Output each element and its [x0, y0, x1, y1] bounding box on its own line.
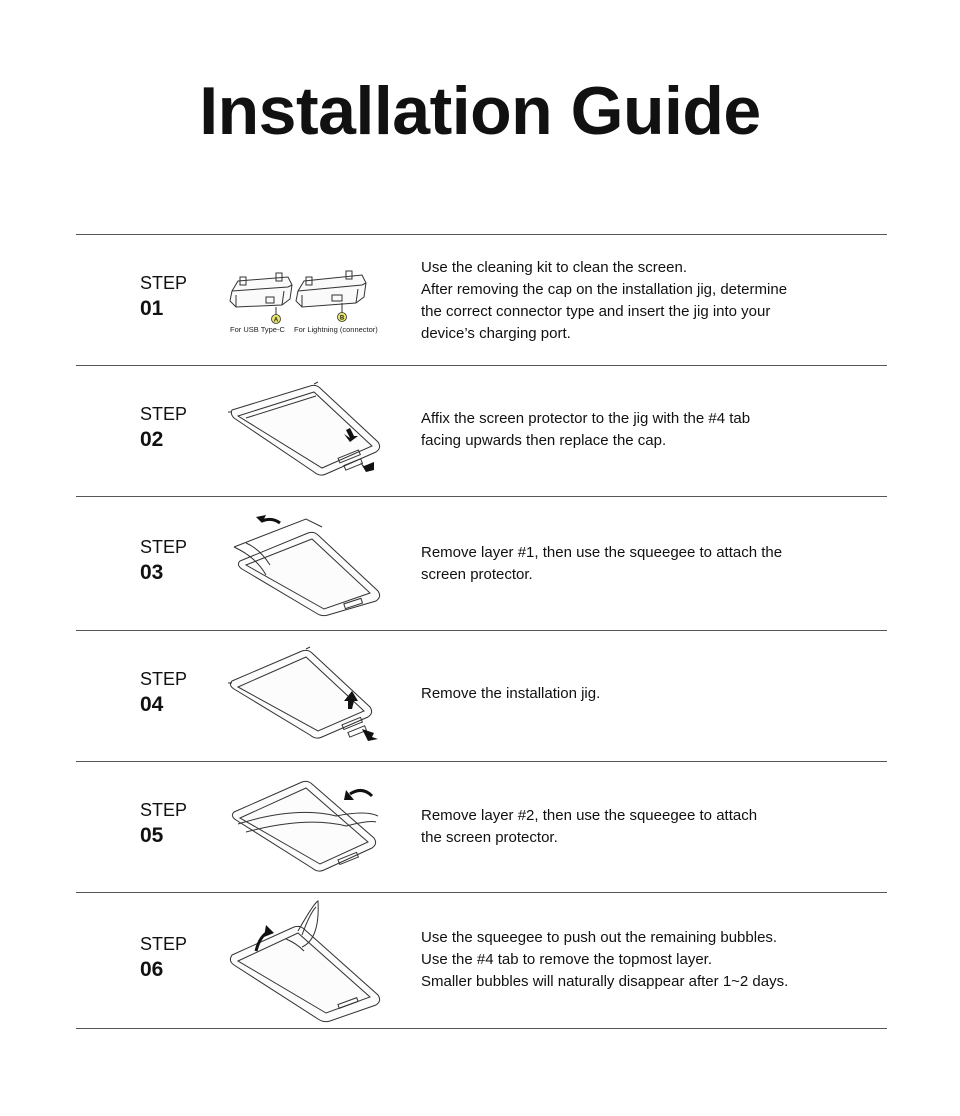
- step-number: 05: [140, 824, 164, 847]
- step-label: [140, 669, 220, 718]
- step-number: 02: [140, 428, 164, 451]
- description-line: facing upwards then replace the cap.: [421, 432, 667, 449]
- step-word: STEP: [140, 273, 188, 293]
- step-label: [140, 800, 220, 849]
- description-line: After removing the cap on the installation jig, determine: [421, 281, 788, 298]
- peel-layer-icon: [226, 776, 396, 880]
- description-line: Use the #4 tab to remove the topmost layer.: [421, 951, 712, 968]
- remove-jig-icon: [226, 647, 396, 747]
- description-line: device’s charging port.: [421, 325, 571, 342]
- step-word: STEP: [140, 934, 188, 954]
- caption-usb-type-c: For USB Type-C: [230, 325, 285, 334]
- badge-b: [338, 313, 347, 322]
- step-06: [76, 892, 887, 1029]
- description-line: Use the squeegee to push out the remaining bubbles.: [421, 929, 778, 946]
- step-word: STEP: [140, 669, 188, 689]
- description-line: Remove the installation jig.: [421, 685, 601, 702]
- steps-list: [76, 234, 887, 1029]
- caption-lightning: For Lightning (connector): [294, 325, 378, 334]
- step-01: [76, 234, 887, 365]
- description-line: Remove layer #1, then use the squeegee to attach the: [421, 544, 783, 561]
- step-description: [421, 683, 861, 705]
- step-04: [76, 630, 887, 761]
- step-number: 03: [140, 561, 164, 584]
- step-02: [76, 365, 887, 496]
- description-line: Remove layer #2, then use the squeegee to attach: [421, 807, 758, 824]
- step-word: STEP: [140, 404, 188, 424]
- step-05: [76, 761, 887, 892]
- jig-connector-icon: [226, 263, 396, 338]
- step-label: [140, 934, 220, 983]
- peel-top-layer-icon: [226, 899, 396, 1025]
- description-line: Use the cleaning kit to clean the screen.: [421, 259, 687, 276]
- step-word: STEP: [140, 537, 188, 557]
- page-title: Installation Guide: [199, 73, 761, 149]
- step-description: [421, 542, 861, 586]
- tablet-jig-icon: [226, 382, 396, 482]
- step-label: [140, 404, 220, 453]
- step-word: STEP: [140, 800, 188, 820]
- badge-a-label: A: [273, 317, 279, 324]
- step-label: [140, 537, 220, 586]
- description-line: the correct connector type and insert the jig into your: [421, 303, 771, 320]
- step-03: [76, 496, 887, 630]
- step-number: 01: [140, 297, 164, 320]
- step-description: [421, 257, 861, 345]
- description-line: Smaller bubbles will naturally disappear after 1~2 days.: [421, 973, 789, 990]
- badge-b-label: B: [339, 315, 345, 322]
- step-number: 04: [140, 693, 164, 716]
- description-line: the screen protector.: [421, 829, 558, 846]
- step-description: [421, 805, 861, 849]
- peel-layer-icon: [226, 513, 396, 617]
- step-number: 06: [140, 958, 164, 981]
- step-label: [140, 273, 220, 322]
- step-description: [421, 927, 861, 993]
- description-line: Affix the screen protector to the jig with the #4 tab: [421, 410, 751, 427]
- description-line: screen protector.: [421, 566, 533, 583]
- badge-a: [272, 315, 281, 324]
- step-description: [421, 408, 861, 452]
